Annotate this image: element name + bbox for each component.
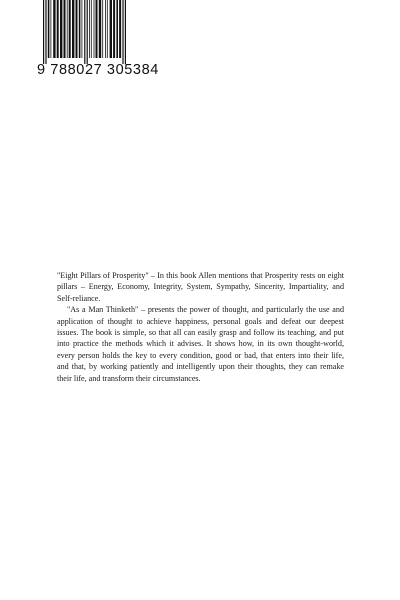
isbn-number: 9 788027 305384 [37, 62, 159, 78]
barcode-bar [76, 0, 78, 58]
barcode-bar [87, 0, 88, 64]
barcode-bar [48, 0, 50, 58]
barcode-bar [72, 0, 74, 58]
barcode-bar [110, 0, 112, 58]
barcode-bar [119, 0, 121, 58]
barcode-bar [116, 0, 118, 58]
barcode-bar [82, 0, 83, 58]
barcode-bar [107, 0, 108, 58]
barcode-bar [91, 0, 92, 58]
barcode-bars [37, 0, 165, 64]
barcode-bar [89, 0, 90, 58]
barcode-bar [105, 0, 106, 58]
barcode-bar [99, 0, 101, 58]
description-paragraph-eight-pillars: "Eight Pillars of Prosperity" – In this book Allen mentions that Prosperity rests on eight pillars – Energy, Economy, Integrity, System, Sympathy, Sincerity, Impartiality, and Self-reliance. [57, 271, 344, 303]
book-description [57, 270, 344, 384]
barcode-bar [96, 0, 98, 58]
barcode-bar [79, 0, 81, 58]
description-paragraph-as-a-man-thinketh: "As a Man Thinketh" – presents the power of thought, and particularly the use and application of thought to achieve happiness, personal goals and defeat our deepest issues. The book is simple, so that all can easily grasp and follow its teaching, and put into practice the methods which it advises. It shows how, in its own thought-world, every person holds the key to every condition, good or bad, that enters into their life, and that, by working patiently and intelligently upon their thoughts, they can remake their life, and transform their circumstances. [57, 305, 344, 383]
barcode-bar [43, 0, 44, 64]
isbn-barcode [37, 0, 165, 92]
barcode-bar [64, 0, 66, 58]
barcode-bar [113, 0, 115, 58]
barcode-bar [102, 0, 103, 58]
barcode-bar [69, 0, 71, 58]
barcode-bar [51, 0, 52, 58]
barcode-bar [45, 0, 46, 64]
barcode-bar [125, 0, 126, 64]
barcode-bar [57, 0, 59, 58]
barcode-bar [60, 0, 62, 58]
barcode-bar [53, 0, 55, 58]
barcode-bar [94, 0, 95, 58]
barcode-bar [67, 0, 68, 58]
barcode-bar [122, 0, 123, 64]
barcode-bar [84, 0, 85, 64]
